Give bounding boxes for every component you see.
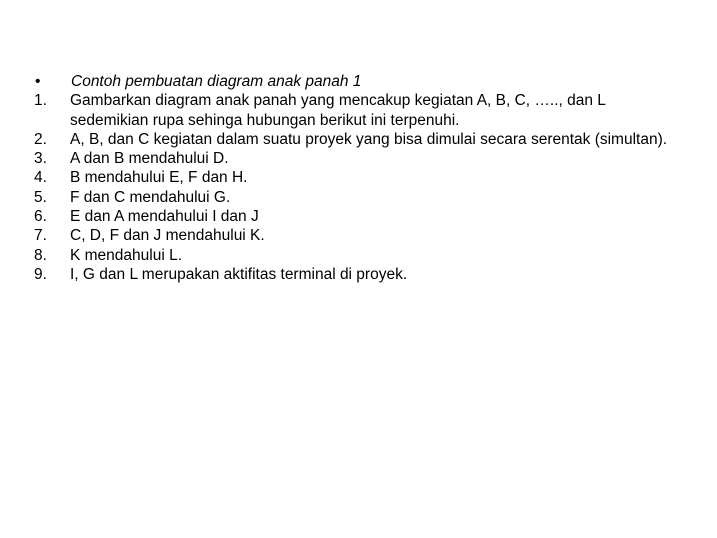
list-text: K mendahului L. <box>70 246 183 264</box>
list-number: 4. <box>34 169 47 187</box>
list-item <box>34 91 684 130</box>
list-number: 1. <box>34 92 47 110</box>
list-item <box>34 207 684 226</box>
list-item <box>34 168 684 187</box>
bullet-marker: • <box>35 73 41 90</box>
list-text: A dan B mendahului D. <box>70 150 229 168</box>
list-number: 2. <box>34 130 47 148</box>
list-number: 3. <box>34 150 47 168</box>
list-number: 8. <box>34 246 47 264</box>
list-number: 5. <box>34 188 47 206</box>
list-text: B mendahului E, F dan H. <box>70 169 248 187</box>
list-item <box>34 246 684 265</box>
list-item <box>34 265 684 284</box>
list-text: Gambarkan diagram anak panah yang mencakup kegiatan A, B, C, ….., dan L sedemikian rupa sehinga hubungan berikut ini terpenuhi. <box>70 92 606 129</box>
list-text: I, G dan L merupakan aktifitas terminal di proyek. <box>70 265 408 283</box>
list-text: A, B, dan C kegiatan dalam suatu proyek yang bisa dimulai secara serentak (simultan). <box>70 130 668 148</box>
list-number: 7. <box>34 227 47 245</box>
list-text: E dan A mendahului I dan J <box>70 208 259 226</box>
list-item <box>34 188 684 207</box>
list-text: F dan C mendahului G. <box>70 188 231 206</box>
list-number: 9. <box>34 265 47 283</box>
list-item <box>34 130 684 149</box>
heading-bullet <box>34 72 684 91</box>
list-number: 6. <box>34 208 47 226</box>
list-text: C, D, F dan J mendahului K. <box>70 227 265 245</box>
list-item <box>34 149 684 168</box>
slide-body <box>34 72 684 284</box>
list-item <box>34 226 684 245</box>
heading-text: Contoh pembuatan diagram anak panah 1 <box>71 73 362 90</box>
